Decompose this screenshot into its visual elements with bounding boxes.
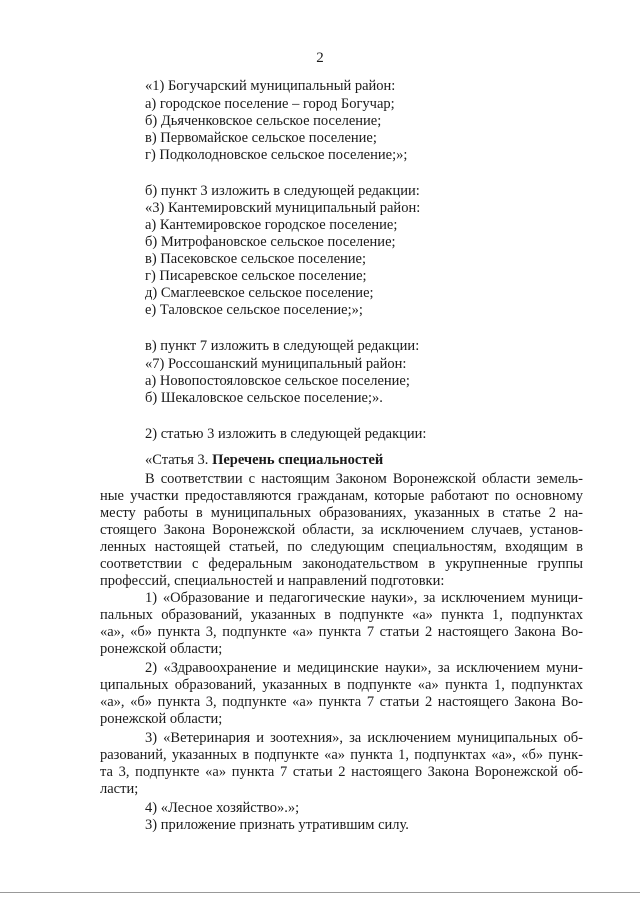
paragraph-line: стоящего Закона Воронежской области, за исключением случаев, установ- xyxy=(100,522,583,538)
text-line: б) Митрофановское сельское поселение; xyxy=(145,234,396,250)
text-line: д) Смаглеевское сельское поселение; xyxy=(145,285,374,301)
list-item-line: ципальных образований, указанных в подпункте «а» пункта 1, подпунктах xyxy=(100,677,583,693)
list-item-line: пальных образований, указанных в подпункте «а» пункта 1, подпунктах xyxy=(100,607,583,623)
article-prefix: «Статья 3. xyxy=(145,452,213,468)
paragraph-line: ные участки предоставляются гражданам, которые работают по основному xyxy=(100,488,583,504)
text-line: б) Шекаловское сельское поселение;». xyxy=(145,390,383,406)
paragraph-line: профессий, специальностей и направлений подготовки: xyxy=(100,573,445,589)
article-heading xyxy=(145,452,383,468)
text-line: в) пункт 7 изложить в следующей редакции: xyxy=(145,338,420,354)
list-item-line: ласти; xyxy=(100,781,139,797)
list-item-line: 2) «Здравоохранение и медицинские науки», за исключением муни- xyxy=(145,660,583,676)
article-title: Перечень специальностей xyxy=(212,452,384,468)
paragraph-line: В соответствии с настоящим Законом Воронежской области земель- xyxy=(145,471,583,487)
text-line: «7) Россошанский муниципальный район: xyxy=(145,356,407,372)
text-line: е) Таловское сельское поселение;»; xyxy=(145,302,363,318)
bottom-rule xyxy=(0,892,640,893)
list-item-line: разований, указанных в подпункте «а» пункта 1, подпунктах «а», «б» пунк- xyxy=(100,747,583,763)
text-line: 3) приложение признать утратившим силу. xyxy=(145,817,409,833)
paragraph-line: ленных настоящей статьей, по следующим специальностям, входящим в xyxy=(100,539,583,555)
list-item-line: «а», «б» пункта 3, подпункте «а» пункта 7 статьи 2 настоящего Закона Во- xyxy=(100,624,583,640)
text-line: 2) статью 3 изложить в следующей редакции: xyxy=(145,426,427,442)
text-line: «3) Кантемировский муниципальный район: xyxy=(145,200,421,216)
text-line: а) Кантемировское городское поселение; xyxy=(145,217,398,233)
text-line: а) городское поселение – город Богучар; xyxy=(145,96,395,112)
list-item-line: та 3, подпункте «а» пункта 7 статьи 2 настоящего Закона Воронежской об- xyxy=(100,764,583,780)
text-line: в) Первомайское сельское поселение; xyxy=(145,130,377,146)
text-line: а) Новопостояловское сельское поселение; xyxy=(145,373,410,389)
list-item-line: 1) «Образование и педагогические науки», за исключением муници- xyxy=(145,590,583,606)
text-line: б) Дьяченковское сельское поселение; xyxy=(145,113,382,129)
text-line: «1) Богучарский муниципальный район: xyxy=(145,78,396,94)
paragraph-line: соответствии с федеральным законодательством в укрупненные группы xyxy=(100,556,583,572)
text-line: б) пункт 3 изложить в следующей редакции: xyxy=(145,183,420,199)
text-line: г) Подколодновское сельское поселение;»; xyxy=(145,147,408,163)
page-number: 2 xyxy=(316,50,324,66)
list-item-line: ронежской области; xyxy=(100,641,223,657)
list-item-line: 4) «Лесное хозяйство».»; xyxy=(145,800,300,816)
paragraph-line: месту работы в муниципальных образованиях, указанных в статье 2 на- xyxy=(100,505,583,521)
list-item-line: ронежской области; xyxy=(100,711,223,727)
text-line: в) Пасековское сельское поселение; xyxy=(145,251,367,267)
text-line: г) Писаревское сельское поселение; xyxy=(145,268,367,284)
list-item-line: 3) «Ветеринария и зоотехния», за исключением муниципальных об- xyxy=(145,730,583,746)
list-item-line: «а», «б» пункта 3, подпункте «а» пункта 7 статьи 2 настоящего Закона Во- xyxy=(100,694,583,710)
